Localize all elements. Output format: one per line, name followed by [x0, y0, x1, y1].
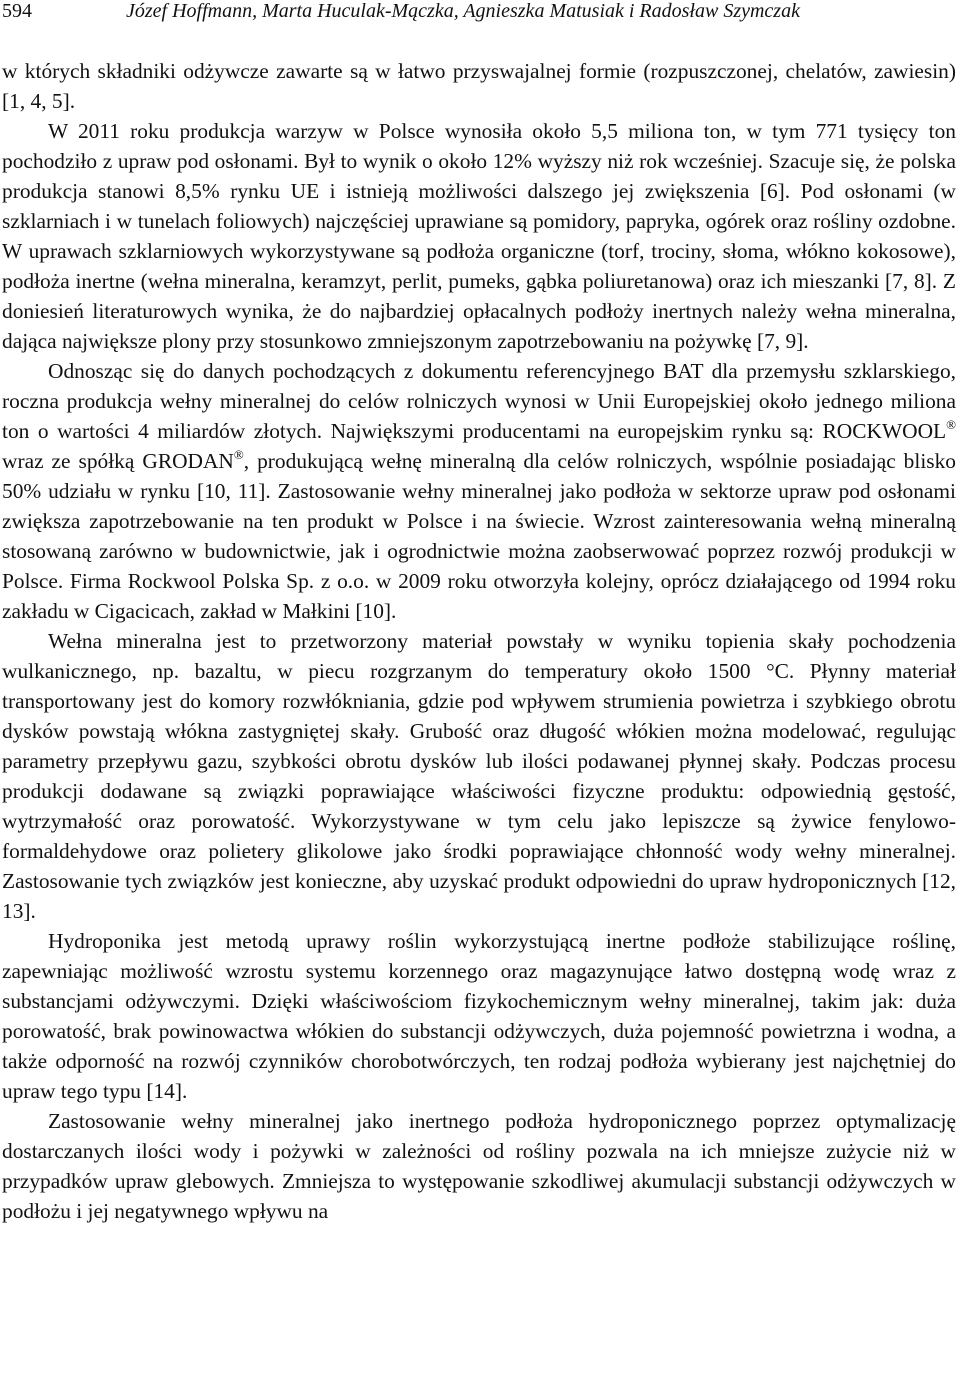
paragraph-substrate-use: Zastosowanie wełny mineralnej jako inertnego podłoża hydroponicznego poprzez optymalizację dostarczanych ilości wody i pożywki w zależności od rośliny pozwala na ich mniejsze zużycie niż w przypadków upraw glebowych. Zmniejsza to występowanie szkodliwej akumulacji substancji odżywczych w podłożu i jej negatywnego wpływu na [2, 1109, 956, 1223]
paragraph-vegetable-production: W 2011 roku produkcja warzyw w Polsce wynosiła około 5,5 miliona ton, w tym 771 tysięcy ton pochodziło z upraw pod osłonami. Był to wynik o około 12% wyższy niż rok wcześniej. Szacuje się, że polska produkcja stanowi 8,5% rynku UE i istnieją możliwości dalszego jej zwiększenia [6]. Pod osłonami (w szklarniach i w tunelach foliowych) najczęściej uprawiane są pomidory, papryka, ogórek oraz rośliny ozdobne. W uprawach szklarniowych wykorzystywane są podłoża organiczne (torf, trociny, słoma, włókno kokosowe), podłoża inertne (wełna mineralna, keramzyt, perlit, pumeks, gąbka poliuretanowa) oraz ich mieszanki [7, 8]. Z doniesień literaturowych wynika, że do najbardziej opłacalnych podłoży inertnych należy wełna mineralna, dająca największe plony przy stosunkowo zmniejszonym zapotrzebowaniu na pożywkę [7, 9]. [2, 119, 956, 353]
page-number: 594 [2, 0, 32, 22]
paragraph-hydroponics: Hydroponika jest metodą uprawy roślin wykorzystującą inertne podłoże stabilizujące roślinę, zapewniając możliwość wzrostu systemu korzennego oraz magazynujące łatwo dostępną wodę wraz z substancjami odżywczymi. Dzięki właściwościom fizykochemicznym wełny mineralnej, takim jak: duża porowatość, brak powinowactwa włókien do substancji odżywczych, duża pojemność powietrzna i wodna, a także odporność na rozwój czynników chorobotwórczych, ten rodzaj podłoża wybierany jest najchętniej do upraw tego typu [14]. [2, 929, 956, 1103]
header-authors: Józef Hoffmann, Marta Huculak-Mączka, Agnieszka Matusiak i Radosław Szymczak [126, 0, 800, 22]
paragraph-mineral-wool-production: Wełna mineralna jest to przetworzony materiał powstały w wyniku topienia skały pochodzenia wulkanicznego, np. bazaltu, w piecu rozgrzanym do temperatury około 1500 °C. Płynny materiał transportowany jest do komory rozwłókniania, gdzie pod wpływem strumienia powietrza i szybkiego obrotu dysków powstają włókna zastygniętej skały. Grubość oraz długość włókien można modelować, regulując parametry przepływu gazu, szybkości obrotu dysków lub ilości podawanej płynnej skały. Podczas procesu produkcji dodawane są związki poprawiające właściwości fizyczne produktu: odpowiednią gęstość, wytrzymałość oraz porowatość. Wykorzystywane w tym celu jako lepiszcze są żywice fenylowo-formaldehydowe oraz polietery glikolowe jako środki poprawiające chłonność wody wełny mineralnej. Zastosowanie tych związków jest konieczne, aby uzyskać produkt odpowiedni do upraw hydroponicznych [12, 13]. [2, 629, 956, 923]
paragraph-mineral-wool-market [2, 356, 956, 626]
registered-mark: ® [946, 417, 956, 432]
running-header [2, 0, 956, 38]
market-text-part-2: wraz ze spółką GRODAN [2, 449, 234, 473]
body-text [2, 56, 956, 1226]
market-text-part-3: , produkującą wełnę mineralną dla celów rolniczych, wspólnie posiadając blisko 50% udziału w rynku [10, 11]. Zastosowanie wełny mineralnej jako podłoża w sektorze upraw pod osłonami zwiększa zapotrzebowanie na ten produkt w Polsce i na świecie. Wzrost zainteresowania wełną mineralną stosowaną zarówno w budownictwie, jak i ogrodnictwie można zaobserwować poprzez rozwój produkcji w Polsce. Firma Rockwool Polska Sp. z o.o. w 2009 roku otworzyła kolejny, oprócz działającego od 1994 roku zakładu w Cigacicach, zakład w Małkini [10]. [2, 449, 956, 623]
paragraph-continuation: w których składniki odżywcze zawarte są w łatwo przyswajalnej formie (rozpuszczonej, chelatów, zawiesin) [1, 4, 5]. [2, 59, 956, 113]
registered-mark: ® [233, 447, 244, 462]
market-text-part-1: Odnosząc się do danych pochodzących z dokumentu referencyjnego BAT dla przemysłu szklarskiego, roczna produkcja wełny mineralnej do celów rolniczych wynosi w Unii Europejskiej około jednego miliona ton o wartości 4 miliardów złotych. Największymi producentami na europejskim rynku są: ROCKWOOL [2, 359, 956, 443]
